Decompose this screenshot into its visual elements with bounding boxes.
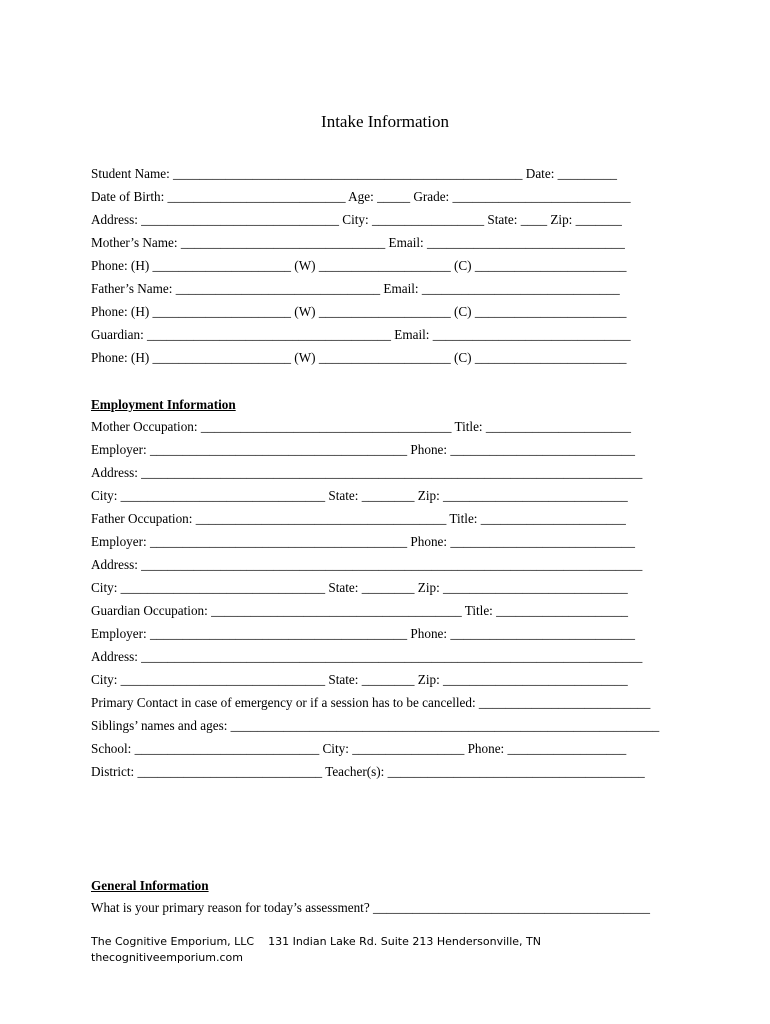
guardian-city-line[interactable]: City: _______________________________ State: ________ Zip: ____________________________: [91, 672, 628, 687]
spacer: [91, 370, 691, 393]
guardian-name-line[interactable]: Guardian: _____________________________________ Email: ______________________________: [91, 327, 631, 342]
father-name-line[interactable]: Father’s Name: _______________________________ Email: ______________________________: [91, 281, 620, 296]
footer: [91, 934, 541, 966]
father-phone-line[interactable]: Phone: (H) _____________________ (W) ____________________ (C) _______________________: [91, 304, 627, 319]
address-line[interactable]: Address: ______________________________ City: _________________ State: ____ Zip: _______: [91, 212, 622, 227]
father-address-line[interactable]: Address: ____________________________________________________________________________: [91, 557, 643, 572]
mother-address-line[interactable]: Address: ____________________________________________________________________________: [91, 465, 643, 480]
general-heading: General Information: [91, 878, 209, 893]
guardian-phone-line[interactable]: Phone: (H) _____________________ (W) ____________________ (C) _______________________: [91, 350, 627, 365]
siblings-line[interactable]: Siblings’ names and ages: _________________________________________________________________: [91, 718, 660, 733]
guardian-occupation-line[interactable]: Guardian Occupation: ______________________________________ Title: ____________________: [91, 603, 629, 618]
date-of-birth-line[interactable]: Date of Birth: ___________________________ Age: _____ Grade: ___________________________: [91, 189, 631, 204]
student-name-line[interactable]: Student Name: _____________________________________________________ Date: _________: [91, 166, 618, 181]
footer-address: 131 Indian Lake Rd. Suite 213 Hendersonville, TN: [268, 935, 541, 948]
father-employer-line[interactable]: Employer: _______________________________________ Phone: ____________________________: [91, 534, 635, 549]
mother-employer-line[interactable]: Employer: _______________________________________ Phone: ____________________________: [91, 442, 635, 457]
school-line[interactable]: School: ____________________________ City: _________________ Phone: __________________: [91, 741, 627, 756]
district-line[interactable]: District: ____________________________ Teacher(s): _______________________________________: [91, 764, 645, 779]
general-info-section: [91, 874, 691, 920]
mother-phone-line[interactable]: Phone: (H) _____________________ (W) ____________________ (C) _______________________: [91, 258, 627, 273]
father-occupation-line[interactable]: Father Occupation: ______________________________________ Title: ______________________: [91, 511, 626, 526]
student-info-section: [91, 163, 691, 784]
mother-occupation-line[interactable]: Mother Occupation: ______________________________________ Title: ______________________: [91, 419, 631, 434]
page-title: Intake Information: [321, 112, 449, 131]
emergency-contact-line[interactable]: Primary Contact in case of emergency or if a session has to be cancelled: __________________________: [91, 695, 651, 710]
employment-heading: Employment Information: [91, 397, 236, 412]
guardian-address-line[interactable]: Address: ____________________________________________________________________________: [91, 649, 643, 664]
footer-company: The Cognitive Emporium, LLC: [91, 935, 255, 948]
father-city-line[interactable]: City: _______________________________ State: ________ Zip: ____________________________: [91, 580, 628, 595]
mother-city-line[interactable]: City: _______________________________ State: ________ Zip: ____________________________: [91, 488, 628, 503]
assessment-reason-line[interactable]: What is your primary reason for today’s assessment? __________________________________________: [91, 900, 650, 915]
guardian-employer-line[interactable]: Employer: _______________________________________ Phone: ____________________________: [91, 626, 635, 641]
mother-name-line[interactable]: Mother’s Name: _______________________________ Email: ______________________________: [91, 235, 625, 250]
footer-website: thecognitiveemporium.com: [91, 951, 243, 964]
